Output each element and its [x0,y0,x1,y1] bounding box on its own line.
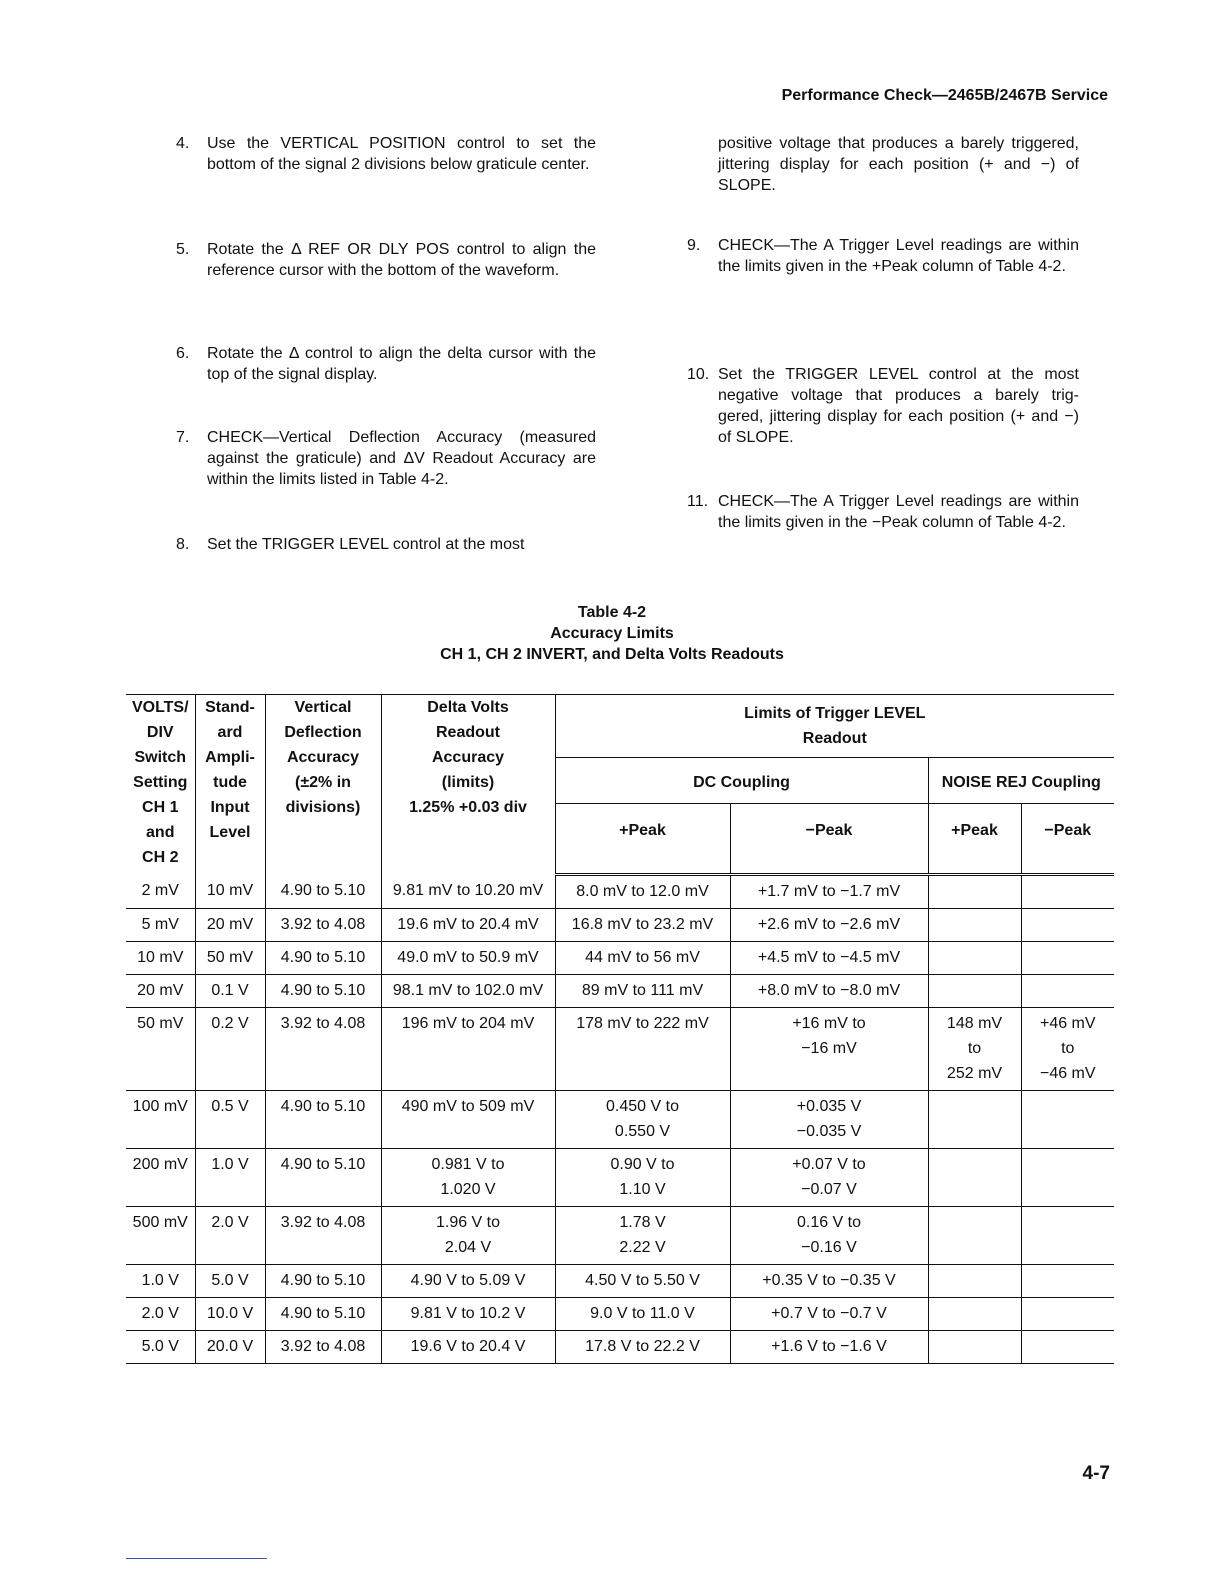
cell-noise-plus-peak [928,1207,1021,1265]
table-row [126,1331,1114,1364]
cell-dc-minus-peak [730,1008,928,1091]
cell-noise-plus-peak [928,1149,1021,1207]
step-number: 4. [176,135,190,152]
cell-dc-minus-peak [730,1207,928,1265]
cell-line: 98.1 mV to 102.0 mV [392,982,544,999]
cell-dc-plus-peak [555,909,730,942]
header-line: 1.25% +0.03 div [409,799,527,816]
cell-vertical-accuracy [265,1298,381,1331]
header-vertical-deflection [265,695,381,875]
cell-vertical-accuracy [265,1008,381,1091]
step-number: 6. [176,345,190,362]
cell-noise-minus-peak [1021,1091,1114,1149]
cell-noise-plus-peak [928,1091,1021,1149]
cell-dc-minus-peak [730,1298,928,1331]
cell-line: 5.0 V [211,1272,249,1289]
cell-line: 2.0 V [141,1305,179,1322]
header-line: Readout [802,730,867,747]
header-line: CH 1 [142,799,179,816]
cell-volts-div [126,975,195,1008]
header-line: and [146,824,175,841]
cell-line: 490 mV to 509 mV [401,1098,535,1115]
header-line: Accuracy [286,749,360,766]
cell-dc-plus-peak [555,1207,730,1265]
cell-line: 0.550 V [614,1123,671,1140]
cell-line: 1.78 V [619,1214,666,1231]
cell-line: 9.81 mV to 10.20 mV [392,881,544,899]
cell-line: 1.10 V [619,1181,666,1198]
cell-line: +4.5 mV to −4.5 mV [757,949,901,966]
cell-line: 5.0 V [141,1338,179,1355]
step-number: 9. [687,237,701,254]
cell-dc-minus-peak [730,1265,928,1298]
header-line: Accuracy [431,749,505,766]
cell-line: 4.90 V to 5.09 V [410,1272,526,1289]
cell-vertical-accuracy [265,1207,381,1265]
cell-standard-amplitude [195,1207,265,1265]
header-line: Switch [134,749,187,766]
cell-vertical-accuracy [265,1331,381,1364]
header-line: Ampli- [205,749,255,766]
cell-line: 19.6 mV to 20.4 mV [397,916,539,933]
header-line: Level [209,824,251,841]
cell-line: +2.6 mV to −2.6 mV [757,916,901,933]
page-number: 4-7 [1082,1463,1110,1484]
cell-line: 4.90 to 5.10 [280,1098,366,1115]
header-noise-minus-peak: −Peak [1021,804,1114,875]
cell-dc-plus-peak [555,975,730,1008]
cell-dc-minus-peak [730,942,928,975]
step-text: Rotate the Δ control to align the delta cursor with the top of the signal display. [207,345,596,383]
step-number: 7. [176,429,190,446]
cell-noise-plus-peak [928,975,1021,1008]
cell-noise-minus-peak [1021,1149,1114,1207]
table-caption-number: Table 4-2 [577,604,647,621]
table-caption-subtitle: CH 1, CH 2 INVERT, and Delta Volts Readouts [440,646,784,663]
step-text: Set the TRIGGER LEVEL control at the most negative voltage that produces a barely trig- gered, jittering display for each position (+ and −) of SLOPE. [718,366,1079,446]
cell-line: +16 mV to [792,1015,866,1032]
cell-line: 100 mV [132,1098,188,1115]
header-line: DIV [146,724,174,741]
cell-vertical-accuracy [265,909,381,942]
cell-dc-plus-peak [555,1091,730,1149]
cell-vertical-accuracy [265,1149,381,1207]
cell-delta-volts-accuracy [381,875,555,909]
cell-delta-volts-accuracy [381,1008,555,1091]
table-row [126,975,1114,1008]
cell-line: 5 mV [141,916,179,933]
header-trigger-limits [555,695,1114,758]
cell-noise-plus-peak [928,942,1021,975]
step-text: Use the VERTICAL POSITION control to set the bottom of the signal 2 divisions below graticule center. [207,135,596,173]
cell-noise-plus-peak [928,1265,1021,1298]
cell-volts-div [126,1008,195,1091]
cell-standard-amplitude [195,1298,265,1331]
header-noise-rej-coupling: NOISE REJ Coupling [928,758,1114,804]
header-line: VOLTS/ [131,699,189,716]
cell-line: 17.8 V to 22.2 V [585,1338,700,1355]
cell-line: 9.0 V to 11.0 V [590,1305,695,1322]
cell-line: 50 mV [137,1015,184,1032]
cell-line: +46 mV [1039,1015,1096,1032]
cell-dc-minus-peak [730,875,928,909]
step-number: 5. [176,241,190,258]
cell-noise-minus-peak [1021,1298,1114,1331]
cell-line: to [1061,1040,1075,1057]
cell-line: 2.22 V [619,1239,666,1256]
cell-dc-minus-peak [730,1331,928,1364]
cell-line: 10 mV [206,881,254,899]
step-text: CHECK—Vertical Deflection Accuracy (measured against the graticule) and ΔV Readout Accuracy are within the limits listed in Table 4-2. [207,429,596,488]
cell-line: 16.8 mV to 23.2 mV [571,916,714,933]
header-line: Readout [436,724,500,741]
cell-line: 4.90 to 5.10 [280,949,366,966]
table-caption-title: Accuracy Limits [550,625,674,642]
cell-line: +0.035 V [796,1098,862,1115]
header-line: (±2% in [295,774,351,791]
cell-volts-div [126,1149,195,1207]
cell-noise-minus-peak [1021,1008,1114,1091]
cell-volts-div [126,1091,195,1149]
cell-line: 19.6 V to 20.4 V [410,1338,526,1355]
cell-line: 1.96 V to [435,1214,501,1231]
cell-standard-amplitude [195,1331,265,1364]
cell-dc-minus-peak [730,909,928,942]
cell-line: 20 mV [206,916,254,933]
step-text: Set the TRIGGER LEVEL control at the most [207,536,525,553]
cell-noise-minus-peak [1021,1331,1114,1364]
cell-line: 252 mV [946,1065,1003,1082]
header-delta-volts [381,695,555,875]
step-number: 8. [176,536,190,553]
cell-line: 0.5 V [211,1098,249,1115]
cell-line: 89 mV to 111 mV [581,982,704,999]
cell-dc-plus-peak [555,1008,730,1091]
table-row [126,1149,1114,1207]
step-text: CHECK—The A Trigger Level readings are within the limits given in the −Peak column of Table 4-2. [718,493,1079,531]
cell-dc-minus-peak [730,1091,928,1149]
cell-standard-amplitude [195,1149,265,1207]
cell-noise-minus-peak [1021,1207,1114,1265]
cell-noise-minus-peak [1021,1265,1114,1298]
header-line: Limits of Trigger LEVEL [744,705,926,722]
cell-line: 4.50 V to 5.50 V [585,1272,700,1289]
cell-line: 4.90 to 5.10 [280,1305,366,1322]
header-line: Deflection [284,724,362,741]
cell-line: 3.92 to 4.08 [280,1338,366,1355]
cell-noise-plus-peak [928,875,1021,909]
cell-line: 0.2 V [211,1015,249,1032]
header-standard-amplitude [195,695,265,875]
cell-line: 4.90 to 5.10 [280,1156,366,1173]
table-row [126,1298,1114,1331]
cell-line: 148 mV [946,1015,1003,1032]
cell-dc-plus-peak [555,1265,730,1298]
cell-line: +1.6 V to −1.6 V [771,1338,887,1355]
cell-dc-plus-peak [555,1298,730,1331]
cell-line: −46 mV [1039,1065,1096,1082]
cell-standard-amplitude [195,1091,265,1149]
cell-line: +1.7 mV to −1.7 mV [757,883,901,900]
cell-noise-plus-peak [928,1298,1021,1331]
cell-line: −0.035 V [796,1123,862,1140]
cell-delta-volts-accuracy [381,1298,555,1331]
cell-volts-div [126,942,195,975]
header-dc-coupling: DC Coupling [555,758,928,804]
step-text: positive voltage that produces a barely triggered, jittering display for each position (+ and −) of SLOPE. [718,135,1079,194]
table-row [126,909,1114,942]
cell-standard-amplitude [195,875,265,909]
cell-line: 4.90 to 5.10 [280,881,366,899]
cell-line: 200 mV [132,1156,188,1173]
cell-standard-amplitude [195,909,265,942]
header-dc-minus-peak: −Peak [730,804,928,875]
cell-line: 20 mV [137,982,184,999]
cell-dc-plus-peak [555,875,730,909]
table-row [126,1008,1114,1091]
cell-line: 44 mV to 56 mV [585,949,700,966]
accuracy-limits-table [126,694,1114,1364]
step-number: 10. [687,366,710,383]
cell-delta-volts-accuracy [381,909,555,942]
cell-dc-plus-peak [555,1149,730,1207]
cell-delta-volts-accuracy [381,975,555,1008]
header-line: Input [210,799,250,816]
cell-line: 10 mV [137,949,184,966]
running-header: Performance Check—2465B/2467B Service [781,87,1108,104]
footnote-rule [126,1558,267,1559]
cell-delta-volts-accuracy [381,1091,555,1149]
cell-volts-div [126,875,195,909]
cell-line: 1.020 V [440,1181,496,1198]
cell-delta-volts-accuracy [381,1149,555,1207]
cell-line: 2.0 V [211,1214,249,1231]
cell-standard-amplitude [195,1008,265,1091]
cell-standard-amplitude [195,975,265,1008]
cell-line: 9.81 V to 10.2 V [410,1305,526,1322]
cell-line: 178 mV to 222 mV [576,1015,709,1032]
cell-vertical-accuracy [265,942,381,975]
cell-line: 0.450 V to [606,1098,679,1115]
header-volts-div [126,695,195,875]
cell-standard-amplitude [195,942,265,975]
cell-line: +0.07 V to [792,1156,866,1173]
header-line: ard [217,724,243,741]
table-row [126,1207,1114,1265]
header-noise-plus-peak: +Peak [928,804,1021,875]
cell-vertical-accuracy [265,1091,381,1149]
cell-line: −0.16 V [801,1239,857,1256]
cell-line: 20.0 V [206,1338,254,1355]
cell-dc-plus-peak [555,942,730,975]
header-line: tude [213,774,247,791]
cell-line: 4.90 to 5.10 [280,1272,366,1289]
cell-line: 4.90 to 5.10 [280,982,366,999]
cell-line: 50 mV [206,949,254,966]
cell-line: −0.07 V [801,1181,857,1198]
cell-noise-minus-peak [1021,909,1114,942]
header-line: Delta Volts [427,699,509,716]
header-line: divisions) [285,799,361,816]
cell-noise-plus-peak [928,1331,1021,1364]
cell-line: 0.981 V to [431,1156,505,1173]
cell-line: 49.0 mV to 50.9 mV [397,949,539,966]
cell-volts-div [126,1298,195,1331]
cell-line: 2.04 V [444,1239,492,1256]
cell-delta-volts-accuracy [381,1207,555,1265]
cell-noise-plus-peak [928,909,1021,942]
cell-line: 1.0 V [141,1272,179,1289]
table-body [126,875,1114,1364]
cell-line: 3.92 to 4.08 [280,1015,366,1032]
cell-volts-div [126,1265,195,1298]
cell-volts-div [126,1207,195,1265]
cell-line: 2 mV [141,881,179,899]
header-line: Vertical [294,699,352,716]
cell-line: 196 mV to 204 mV [401,1015,535,1032]
cell-dc-minus-peak [730,975,928,1008]
cell-line: +8.0 mV to −8.0 mV [757,982,901,999]
header-line: Stand- [205,699,255,716]
cell-delta-volts-accuracy [381,942,555,975]
table-row [126,875,1114,909]
cell-dc-minus-peak [730,1149,928,1207]
header-dc-plus-peak: +Peak [555,804,730,875]
step-text: CHECK—The A Trigger Level readings are within the limits given in the +Peak column of Table 4-2. [718,237,1079,275]
cell-delta-volts-accuracy [381,1265,555,1298]
cell-noise-plus-peak [928,1008,1021,1091]
cell-dc-plus-peak [555,1331,730,1364]
table-row [126,1091,1114,1149]
step-number: 11. [687,493,709,510]
cell-line: −16 mV [801,1040,857,1057]
cell-line: +0.35 V to −0.35 V [762,1272,896,1289]
cell-line: 8.0 mV to 12.0 mV [576,883,709,900]
cell-line: to [967,1040,982,1057]
cell-vertical-accuracy [265,975,381,1008]
cell-line: +0.7 V to −0.7 V [771,1305,887,1322]
cell-line: 10.0 V [206,1305,254,1322]
cell-volts-div [126,909,195,942]
cell-standard-amplitude [195,1265,265,1298]
cell-line: 0.1 V [211,982,249,999]
cell-noise-minus-peak [1021,875,1114,909]
cell-volts-div [126,1331,195,1364]
table-row [126,942,1114,975]
cell-vertical-accuracy [265,875,381,909]
header-line: (limits) [441,774,495,791]
cell-delta-volts-accuracy [381,1331,555,1364]
cell-line: 0.90 V to [610,1156,675,1173]
cell-vertical-accuracy [265,1265,381,1298]
cell-noise-minus-peak [1021,942,1114,975]
cell-line: 3.92 to 4.08 [280,916,366,933]
step-text: Rotate the Δ REF OR DLY POS control to align the reference cursor with the bottom of the waveform. [207,241,596,279]
header-line: Setting [133,774,188,791]
table-row [126,1265,1114,1298]
header-line: CH 2 [142,849,179,866]
cell-line: 0.16 V to [796,1214,862,1231]
cell-line: 3.92 to 4.08 [280,1214,366,1231]
cell-line: 1.0 V [211,1156,249,1173]
cell-noise-minus-peak [1021,975,1114,1008]
cell-line: 500 mV [132,1214,188,1231]
